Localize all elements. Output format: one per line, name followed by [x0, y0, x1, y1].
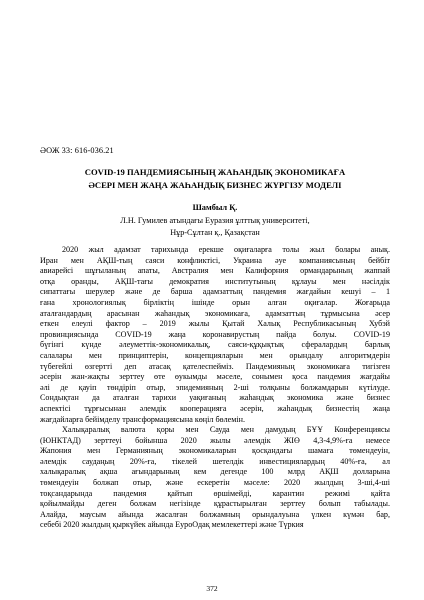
text-line: (ЮНКТАД) зерттеуі бойынша 2020 жылы әлемдік ЖІӨ 4,3-4,9%-ға немесе [40, 435, 390, 445]
text-line: халықаралық ақша ағындарының кем дегенде 100 млрд АҚШ долларына [40, 467, 390, 477]
author-name: Шамбыл Қ. [192, 203, 238, 212]
text-line: аталғандардың арасынан жаһандық экономикаға, адамзаттың тұрмысына әсер [40, 308, 390, 318]
paragraph-forecasts [40, 425, 390, 531]
text-line: ғана хронологиялық бірліктің ішінде орын алған оқиғалар. Жоғарыда [40, 297, 390, 307]
affiliation-line: Л.Н. Гумилев атындағы Еуразия ұлттық университеті, [120, 216, 310, 225]
paragraph-intro [40, 245, 390, 425]
text-line: себебі 2020 жылдың қыркүйек айында ЕуроОдақ мемлекеттері және Түркия [40, 520, 304, 530]
text-line: авиарейсі шұғыланың апаты, Австралия мен Калифорния ормандарының жаппай [40, 266, 390, 276]
text-line: сипаттағы шерулер және де барша адамзаттың пандемия жағдайын кешуі – 1 [40, 287, 390, 297]
text-line: төмендеуін болжап отыр, және ескеретін мәселе: 2020 жылдың 3-ші,4-ші [40, 478, 390, 488]
text-line: 2020 жыл адамзат тарихында ерекше оқиғаларға толы жыл болары анық. [62, 245, 390, 254]
page-number: 372 [206, 584, 218, 593]
text-line: қойылмайды деген болжам негізінде құрастырылған зерттеу болып табылады. [40, 499, 390, 509]
title-line: COVID-19 ПАНДЕМИЯСЫНЫҢ ЖАҺАНДЫҚ ЭКОНОМИКАҒА [84, 167, 346, 177]
title-line: ӘСЕРІ МЕН ЖАҢА ЖАҺАНДЫҚ БИЗНЕС ЖҮРГІЗУ МОДЕЛІ [88, 180, 342, 190]
text-line: Иран мен АҚШ-тың саяси конфликтісі, Украина әуе компаниясының бейбіт [40, 255, 390, 265]
text-line: отқа оранды, АҚШ-тағы демократия институтының құлауы мен нәсілдік [40, 276, 390, 286]
text-line: Жапония мен Германияның экономикаларын қосқандағы шамаға төмендеуін, [40, 446, 390, 456]
affiliation-line: Нұр-Сұлтан қ., Қазақстан [170, 227, 260, 237]
text-line: тоқсандарында пандемия қайтып өршімейді, карантин режимі қайта [40, 488, 390, 498]
author-affiliation [40, 215, 390, 238]
article-body [40, 245, 390, 531]
text-line: Халықаралық валюта қоры мен Сауда мен дамудың БҰҰ Конференциясы [62, 425, 390, 435]
text-line: провинциясында COVID-19 жаңа коронавирустың пайда болуы. COVID-19 [40, 329, 390, 339]
text-line: еткен елеулі фактор – 2019 жылы Қытай Халық Республикасының Хубэй [40, 319, 390, 329]
text-line: Алайда, маусым айында жасалған болжамның орындалуына үлкен күмән бар, [40, 509, 390, 519]
text-line: әлі де қауіп төндіріп отыр, эпидемияның 2-ші толқыны болжамдарын күтілуде. [40, 382, 390, 392]
text-line: әлемдік саудаңың 20%-ға, тікелей шетелдік инвестициялардың 40%-ға, ал [40, 456, 390, 466]
text-line: түбегейлі өзгертті деп атасақ қателеспейміз. Пандемияның экономикаға тигізген [40, 361, 390, 371]
text-line: әсерін жан-жақты зерттеу өте өукымды мәселе, сонымен қоса пандемия жағдайы [40, 372, 390, 382]
text-line: жағдайларға бейімделу трансформациясына көңіл бөлемін. [40, 414, 245, 424]
udc-code: ӘОЖ 33: 616-036.21 [40, 146, 114, 155]
article-title [40, 166, 390, 192]
text-line: Сондықтан да аталған тарихи уақиғаның жаһандық экономика және бизнес [40, 393, 390, 403]
text-line: аспектісі тұрғысынан әлемдік кооперацияға әсерін, жаһандық бизнестің жаңа [40, 403, 390, 413]
text-line: бүгінгі күнде әлеуметтік-экономикалық, саяси-құқықтық сфералардың барлық [40, 340, 390, 350]
text-line: салалары мен принциптерін, концепцияларын мен орындалу алгоритмдерін [40, 350, 390, 360]
